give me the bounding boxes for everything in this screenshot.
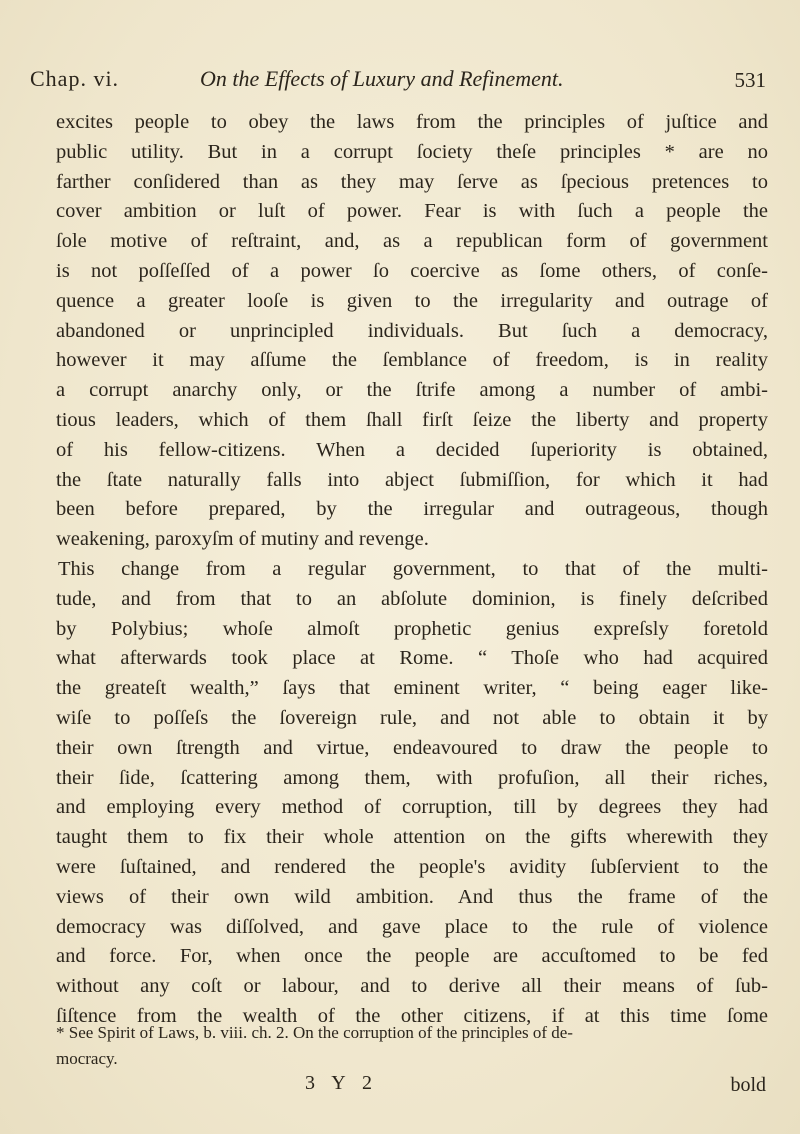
chapter-label: Chap. vi.	[30, 66, 120, 91]
text-line: were ſuſtained, and rendered the people's avidity ſubſervient to the	[56, 855, 768, 878]
footnote	[56, 1020, 768, 1072]
page-number: 531	[734, 68, 766, 92]
text-line: by Polybius; whoſe almoſt prophetic genius expreſsly foretold	[56, 617, 768, 640]
text-line: weakening, paroxyſm of mutiny and revenge.	[56, 528, 429, 551]
text-line: is not poſſeſſed of a power ſo coercive as ſome others, of conſe-	[56, 259, 768, 282]
text-line: tude, and from that to an abſolute dominion, is finely deſcribed	[56, 587, 768, 610]
text-line: ſiſtence from the wealth of the other citizens, if at this time ſome	[56, 1004, 768, 1027]
text-line: views of their own wild ambition. And thus the frame of the	[56, 885, 768, 908]
text-line: however it may aſſume the ſemblance of freedom, is in reality	[56, 349, 768, 372]
text-line: cover ambition or luſt of power. Fear is with ſuch a people the	[56, 200, 768, 223]
body-text	[56, 108, 768, 1032]
text-line: their ſide, ſcattering among them, with profuſion, all their riches,	[56, 766, 768, 789]
text-line: and force. For, when once the people are accuſtomed to be fed	[56, 945, 768, 968]
running-title: On the Effects of Luxury and Refinement.	[200, 66, 564, 91]
text-line: tious leaders, which of them ſhall firſt ſeize the liberty and property	[56, 408, 768, 431]
footnote-line: * See Spirit of Laws, b. viii. ch. 2. On the corruption of the principles of de-	[56, 1023, 573, 1042]
text-line: farther conſidered than as they may ſerve as ſpecious pretences to	[56, 170, 768, 193]
footnote-line: mocracy.	[56, 1049, 118, 1068]
text-line: what afterwards took place at Rome. “ Thoſe who had acquired	[56, 647, 768, 670]
text-line: ſole motive of reſtraint, and, as a republican form of government	[56, 230, 768, 253]
text-line: taught them to fix their whole attention on the gifts wherewith they	[56, 826, 768, 849]
text-line: quence a greater looſe is given to the irregularity and outrage of	[56, 289, 768, 312]
text-line: the greateſt wealth,” ſays that eminent writer, “ being eager like-	[56, 677, 768, 700]
text-line: public utility. But in a corrupt ſociety theſe principles * are no	[56, 140, 768, 163]
text-line: a corrupt anarchy only, or the ſtrife among a number of ambi-	[56, 379, 768, 402]
text-line: abandoned or unprincipled individuals. But ſuch a democracy,	[56, 319, 768, 342]
running-header	[30, 66, 770, 94]
text-line: and employing every method of corruption, till by degrees they had	[56, 796, 768, 819]
signature-mark: 3 Y 2	[305, 1072, 378, 1094]
text-line: This change from a regular government, to that of the multi-	[58, 557, 768, 580]
text-line: the ſtate naturally falls into abject ſubmiſſion, for which it had	[56, 468, 768, 491]
text-line: democracy was diſſolved, and gave place to the rule of violence	[56, 915, 768, 938]
text-line: their own ſtrength and virtue, endeavoured to draw the people to	[56, 736, 768, 759]
text-line: wiſe to poſſeſs the ſovereign rule, and not able to obtain it by	[56, 706, 768, 729]
catchword: bold	[730, 1074, 766, 1096]
text-line: of his fellow-citizens. When a decided ſuperiority is obtained,	[56, 438, 768, 461]
text-line: excites people to obey the laws from the principles of juſtice and	[56, 111, 768, 133]
text-line: been before prepared, by the irregular and outrageous, though	[56, 498, 768, 521]
text-line: without any coſt or labour, and to derive all their means of ſub-	[56, 975, 768, 998]
